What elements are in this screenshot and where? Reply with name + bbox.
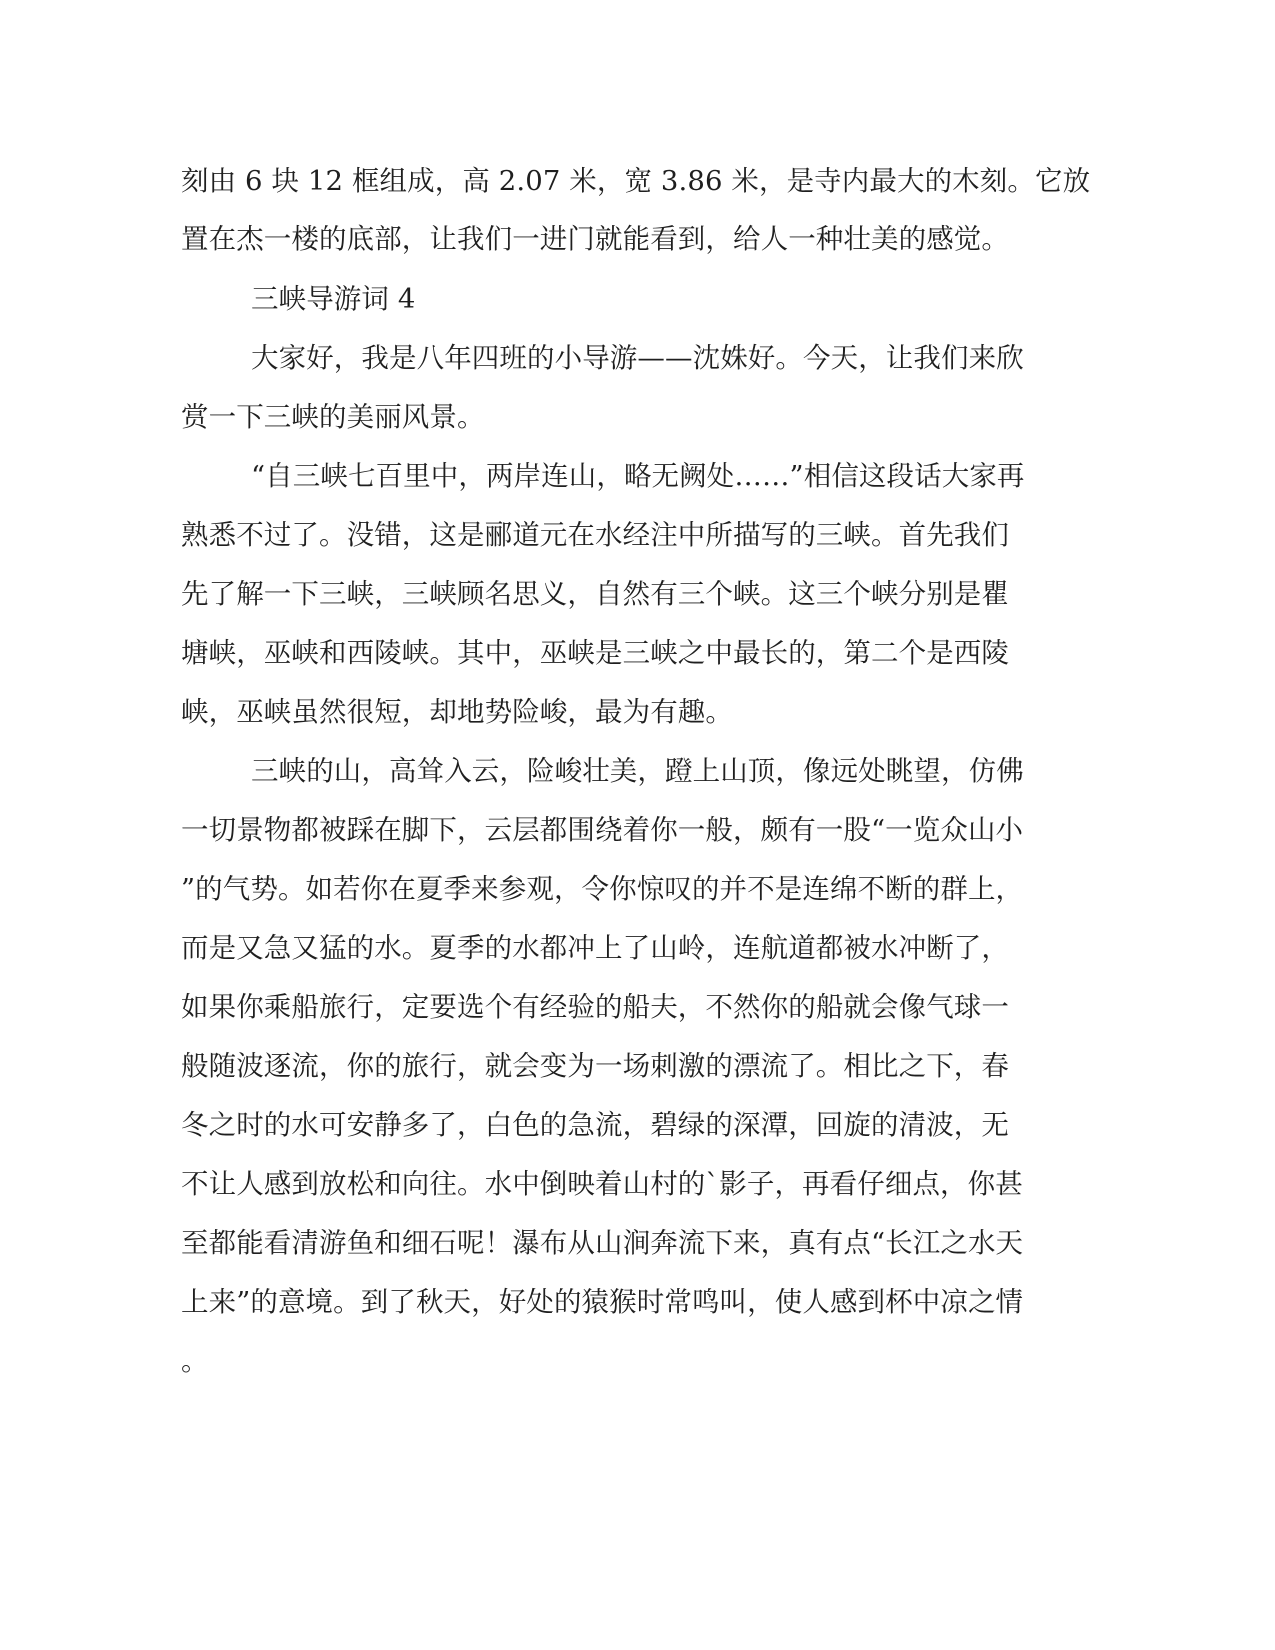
text-line: 置在杰一楼的底部，让我们一进门就能看到，给人一种壮美的感觉。 bbox=[181, 223, 1009, 255]
text-line: ”的气势。如若你在夏季来参观，令你惊叹的并不是连绵不断的群上， bbox=[181, 873, 1024, 905]
text-line: 塘峡，巫峡和西陵峡。其中，巫峡是三峡之中最长的，第二个是西陵 bbox=[181, 637, 1009, 669]
text-line: 至都能看清游鱼和细石呢！瀑布从山涧奔流下来，真有点“长江之水天 bbox=[181, 1227, 1024, 1259]
text-line: 上来”的意境。到了秋天，好处的猿猴时常鸣叫，使人感到杯中凉之情 bbox=[181, 1286, 1024, 1318]
text-line: 而是又急又猛的水。夏季的水都冲上了山岭，连航道都被水冲断了， bbox=[181, 932, 1009, 964]
text-line: 一切景物都被踩在脚下，云层都围绕着你一般，颇有一股“一览众山小 bbox=[181, 814, 1024, 846]
text-line: 。 bbox=[181, 1345, 209, 1377]
text-line: 赏一下三峡的美丽风景。 bbox=[181, 401, 485, 433]
text-line: 三峡的山，高耸入云，险峻壮美，蹬上山顶，像远处眺望，仿佛 bbox=[251, 755, 1024, 787]
text-line: 如果你乘船旅行，定要选个有经验的船夫，不然你的船就会像气球一 bbox=[181, 991, 1009, 1023]
text-line: 般随波逐流，你的旅行，就会变为一场刺激的漂流了。相比之下，春 bbox=[181, 1050, 1009, 1082]
section-heading: 三峡导游词 4 bbox=[251, 283, 416, 315]
text-line: 刻由 6 块 12 框组成，高 2.07 米，宽 3.86 米，是寺内最大的木刻。它放 bbox=[181, 165, 1091, 197]
text-line: “自三峡七百里中，两岸连山，略无阙处……”相信这段话大家再 bbox=[251, 460, 1025, 492]
text-line: 先了解一下三峡，三峡顾名思义，自然有三个峡。这三个峡分别是瞿 bbox=[181, 578, 1009, 610]
text-line: 冬之时的水可安静多了，白色的急流，碧绿的深潭，回旋的清波，无 bbox=[181, 1109, 1009, 1141]
text-line: 熟悉不过了。没错，这是郦道元在水经注中所描写的三峡。首先我们 bbox=[181, 519, 1009, 551]
text-line: 大家好，我是八年四班的小导游——沈姝好。今天，让我们来欣 bbox=[251, 342, 1024, 374]
text-line: 不让人感到放松和向往。水中倒映着山村的`影子，再看仔细点，你甚 bbox=[181, 1168, 1023, 1200]
text-line: 峡，巫峡虽然很短，却地势险峻，最为有趣。 bbox=[181, 696, 733, 728]
